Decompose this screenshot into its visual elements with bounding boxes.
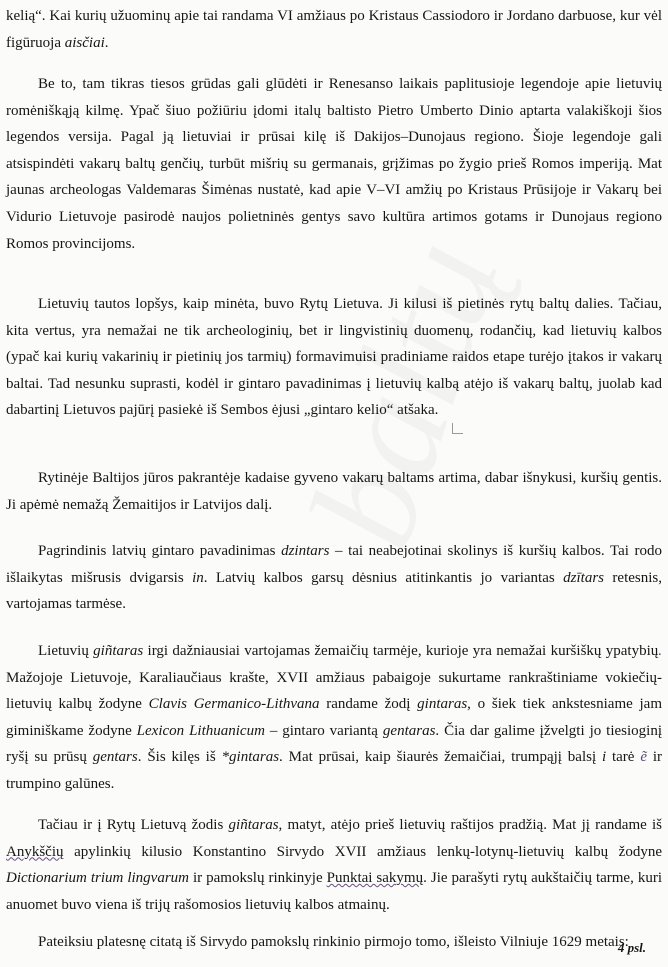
text-segment: Tačiau ir į Rytų Lietuvą žodis xyxy=(38,817,229,833)
text-segment: Lietuvių xyxy=(38,643,94,659)
paragraph-5 xyxy=(6,538,662,618)
text-segment: gentars xyxy=(92,749,138,766)
pencil-mark xyxy=(452,423,463,434)
text-segment: Be to, tam tikras tiesos grūdas gali glūdėti ir Renesanso laikais paplitusioje legendoje apie lietuvių romėniškąją kilmę. Ypač šiuo požiūriu įdomi italų baltisto Pietro Umberto Dinio aptarta valakiškoji šios legendos versija. Pagal ją lietuviai ir prūsai kilę iš Dakijos–Dunojaus regiono. Šioje legendoje gali atsispindėti vakarų baltų genčių, turbūt mišrių su germanais, grįžimas po žygio prieš Romos imperiją. Mat jaunas archeologas Valdemaras Šimėnas nustatė, kad apie V–VI amžių po Kristaus Prūsijoje ir Vakarų bei Vidurio Lietuvoje pasirodė naujos polietninės gentys savo kultūra artimos gotams ir Dunojaus regiono Romos provincijoms. xyxy=(6,76,662,252)
text-segment: . Mat prūsai, kaip šiaurės žemaičiai, trumpąjį balsį xyxy=(279,749,602,766)
text-segment: ir trumpino galūnes. xyxy=(6,749,662,792)
text-segment: , o šiek tiek ankstesniame jam giminiškame žodyne xyxy=(6,696,662,739)
text-segment: ẽ xyxy=(640,749,647,766)
text-segment: in xyxy=(192,569,204,586)
text-segment: Mažojoje Lietuvoje, Karaliaučiaus krašte, XVII amžiaus pabaigoje sukurtame rankraštiniame vokiečių-lietuvių kalbų žodyne xyxy=(6,669,662,713)
text-segment: . Čia dar galime įžvelgti jo tiesioginį ryšį su prūsų xyxy=(6,722,662,766)
text-segment: apylinkių kilusio Konstantino Sirvydo XVII amžiaus lenkų-lotynų-lietuvių kalbų žodyne xyxy=(63,843,662,860)
text-segment: Dictionarium trium lingvarum xyxy=(6,870,189,887)
text-segment: randame žodį xyxy=(319,696,418,713)
text-segment: dzintars xyxy=(281,543,330,559)
text-segment: kelią“. Kai kurių užuominų apie tai randama VI amžiaus po Kristaus Cassiodoro ir Jordano darbuose, kur vėl figūruoja xyxy=(6,8,662,51)
text-segment: gentaras xyxy=(382,722,436,739)
text-segment: Lexicon Lithuanicum xyxy=(136,722,265,739)
text-segment: . Latvių kalbos garsų dėsnius atitinkantis jo variantas xyxy=(203,569,564,586)
text-segment: – tai neabejotinai skolinys iš kuršių kalbos. Tai rodo išlaikytas mišrusis dvigarsis xyxy=(6,543,662,586)
text-segment: Anykščių xyxy=(6,843,64,860)
text-segment: retesnis, vartojamas tarmėse. xyxy=(6,569,662,613)
text-segment: dzītars xyxy=(563,569,604,586)
page-number: 4 psl. xyxy=(617,940,646,955)
paragraph-3 xyxy=(6,291,662,424)
text-segment: . xyxy=(658,643,662,659)
paragraph-6 xyxy=(6,638,662,798)
text-segment: *gintaras xyxy=(221,749,280,766)
paragraph-7 xyxy=(6,812,662,918)
text-segment: . Šis kilęs iš xyxy=(137,749,222,766)
paragraph-2 xyxy=(6,71,662,257)
text-segment: Lietuvių tautos lopšys, kaip minėta, buvo Rytų Lietuva. Ji kilusi iš pietinės rytų baltų dalies. Tačiau, kita vertus, yra nemažai ne tik archeologinių, bet ir lingvistinių duomenų, rodančių, kad lietuvių kalbos (ypač kai kurių vakarinių ir pietinių jos tarmių) formavimuisi pradiniame raidos etape turėjo įtakos ir vakarų baltai. Tad nesunku suprasti, kodėl ir gintaro pavadinimas į lietuvių kalbą atėjo iš vakarų baltų, juolab kad dabartinį Lietuvos pajūrį pasiekė iš Sembos ėjusi „gintaro kelio“ atšaka. xyxy=(6,296,662,419)
text-segment: i xyxy=(601,749,607,766)
text-segment: irgi dažniausiai vartojamas žemaičių tarmėje, kurioje yra nemažai kuršiškų ypatybių xyxy=(143,643,659,659)
text-segment: Pateiksiu platesnę citatą iš Sirvydo pamokslų rinkinio pirmojo tomo, išleisto Vilniuje 1629 metais: xyxy=(38,934,629,950)
text-segment: , matyt, atėjo prieš lietuvių raštijos pradžią. Mat jį randame iš xyxy=(278,817,663,833)
text-segment: giñtaras xyxy=(93,643,144,659)
paragraph-8 xyxy=(6,929,662,956)
text-segment: giñtaras xyxy=(228,817,279,833)
text-segment: Clavis Germanico-Lithvana xyxy=(148,696,320,713)
text-segment: Rytinėje Baltijos jūros pakrantėje kadaise gyveno vakarų baltams artima, dabar išnykusi, kuršių gentis. Ji apėmė nemažą Žemaitijos ir Latvijos dalį. xyxy=(6,470,662,513)
paragraph-4 xyxy=(6,465,662,518)
text-segment: Punktai sakymų xyxy=(326,870,424,887)
text-segment: . xyxy=(104,34,109,51)
text-segment: ir pamokslų rinkinyje xyxy=(188,870,327,887)
text-segment: Pagrindinis latvių gintaro pavadinimas xyxy=(38,543,282,559)
text-segment: gintaras xyxy=(417,696,468,713)
text-segment: – gintaro variantą xyxy=(264,722,383,739)
text-segment: tarė xyxy=(606,749,641,766)
text-segment: . Jie parašyti rytų aukštaičių tarme, kuri anuomet buvo viena iš trijų rašomosios lietuvių kalbos atmainų. xyxy=(6,870,662,913)
text-segment: aisčiai xyxy=(64,34,105,51)
paragraph-1 xyxy=(6,3,662,56)
